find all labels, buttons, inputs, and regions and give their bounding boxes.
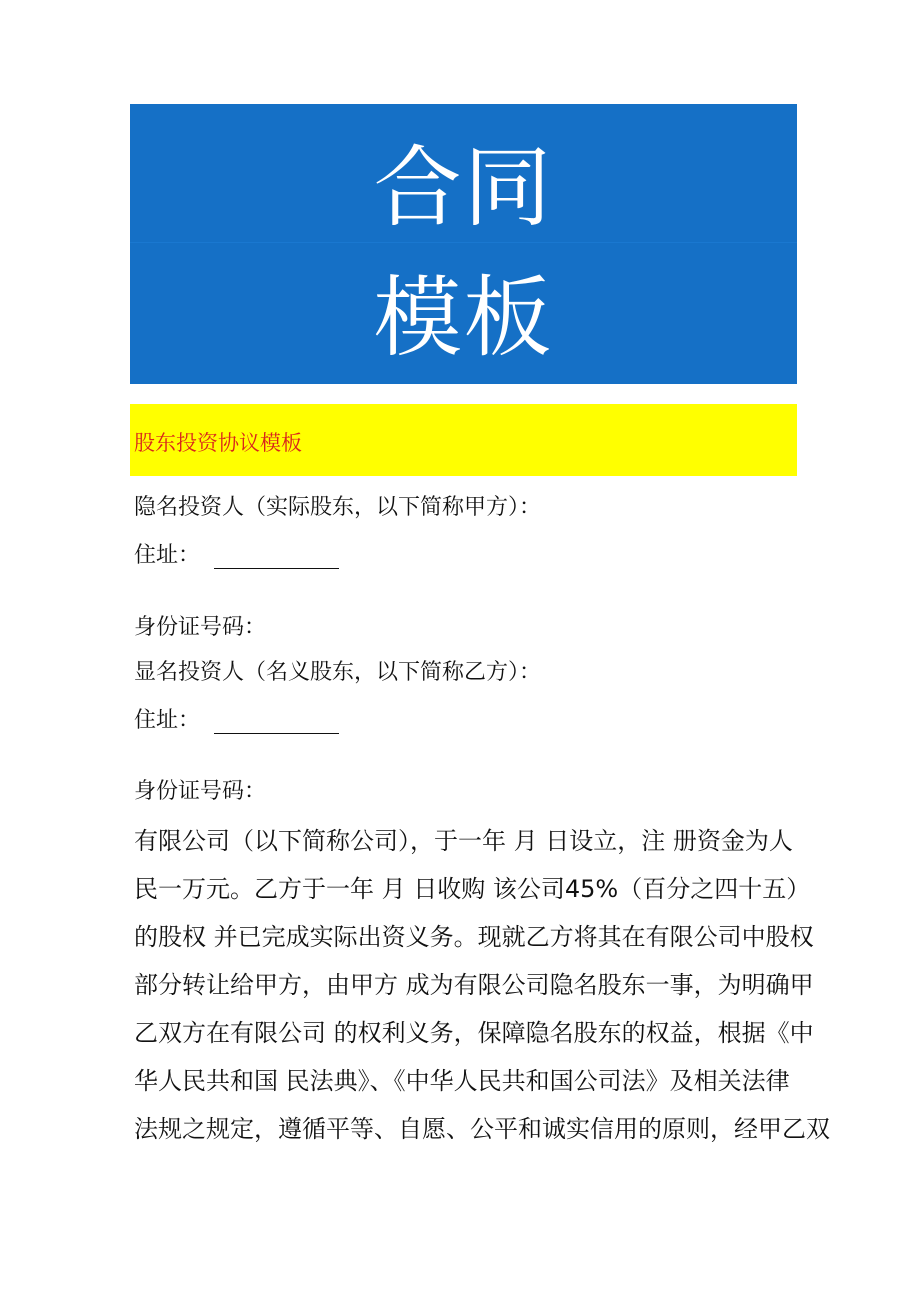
address-blank-party-b xyxy=(214,733,339,734)
nominal-investor-label: 显名投资人（名义股东，以下简称乙方）： xyxy=(134,660,542,685)
subtitle-banner xyxy=(130,404,797,476)
body-paragraph-line: 部分转让给甲方，由甲方 成为有限公司隐名股东一事，为明确甲 xyxy=(134,971,814,999)
document-subtitle: 股东投资协议模板 xyxy=(134,431,302,455)
id-number-label-party-b: 身份证号码： xyxy=(134,779,267,804)
cover-title-line-1: 合同 xyxy=(373,136,554,239)
address-blank-party-a xyxy=(214,568,339,569)
body-paragraph-line: 华人民共和国 民法典》、《中华人民共和国公司法》及相关法律 xyxy=(134,1067,790,1095)
body-paragraph-line: 民一万元。乙方于一年 月 日收购 该公司45%（百分之四十五） xyxy=(134,875,811,903)
silent-investor-label: 隐名投资人（实际股东，以下简称甲方）： xyxy=(134,495,542,520)
id-number-label-party-a: 身份证号码： xyxy=(134,615,267,640)
body-paragraph-line: 有限公司（以下简称公司），于一年 月 日设立，注 册资金为人 xyxy=(134,827,793,855)
cover-banner xyxy=(130,104,797,384)
body-paragraph-line: 法规之规定，遵循平等、自愿、公平和诚实信用的原则，经甲乙双 xyxy=(134,1115,830,1143)
cover-title-line-2: 模板 xyxy=(373,266,554,369)
address-label-party-a: 住址： xyxy=(134,543,201,568)
body-paragraph-line: 的股权 并已完成实际出资义务。现就乙方将其在有限公司中股权 xyxy=(134,923,814,951)
address-label-party-b: 住址： xyxy=(134,708,201,733)
cover-divider xyxy=(130,242,797,243)
body-paragraph-line: 乙双方在有限公司 的权利义务，保障隐名股东的权益，根据《中 xyxy=(134,1019,814,1047)
